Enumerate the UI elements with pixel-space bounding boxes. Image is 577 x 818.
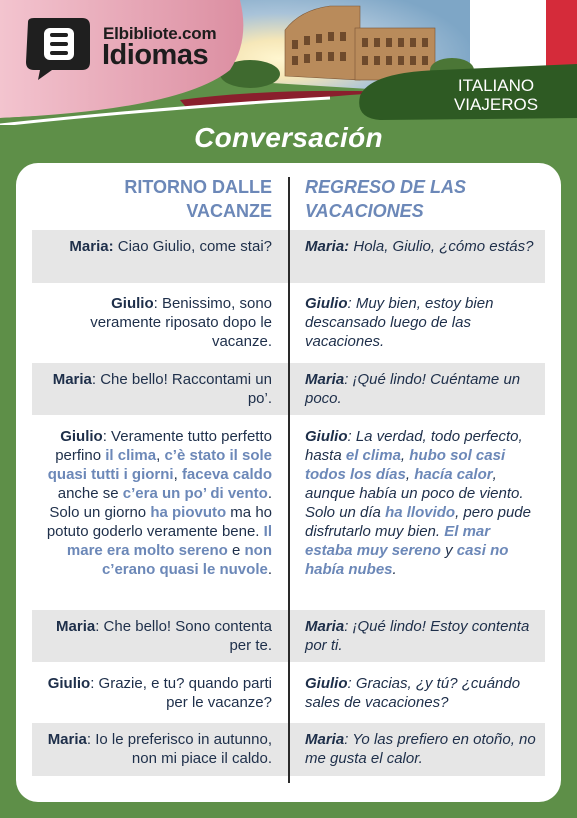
spanish-line: Maria: Hola, Giulio, ¿cómo estás? — [305, 238, 534, 255]
spanish-line: Giulio: La verdad, todo perfecto, hasta el clima, hubo sol casi todos los días, hacía calor, aunque había un poco de viento. Solo un día ha llovido, pero pude disfrutarlo muy bien. El mar estaba muy sereno y casi no había nubes. — [305, 428, 531, 578]
column-divider — [288, 177, 290, 783]
italian-line: Maria: Che bello! Sono contenta per te. — [56, 618, 272, 654]
italian-line: Maria: Io le preferisco in autunno, non mi piace il caldo. — [47, 731, 272, 767]
page-title: Conversación — [194, 122, 383, 153]
spanish-line: Maria: ¡Qué lindo! Cuéntame un poco. — [305, 371, 521, 407]
language-tag: ITALIANO — [457, 76, 535, 95]
spanish-line: Giulio: Muy bien, estoy bien descansado luego de las vacaciones. — [305, 295, 494, 350]
spanish-line: Maria: Yo las prefiero en otoño, no me gusta el calor. — [305, 731, 536, 767]
spanish-line: Giulio: Gracias, ¿y tú? ¿cuándo sales de vacaciones? — [305, 675, 521, 711]
logo-icon — [22, 18, 94, 80]
logo-site-text: Elbibliote.com — [103, 24, 217, 43]
italian-line: Maria: Che bello! Raccontami un po’. — [52, 371, 272, 407]
italian-line: Maria: Ciao Giulio, come stai? — [69, 238, 272, 255]
spanish-line: Maria: ¡Qué lindo! Estoy contenta por ti. — [305, 618, 530, 654]
italian-line: Giulio: Benissimo, sono veramente riposato dopo le vacanze. — [90, 295, 272, 350]
spanish-column-heading: REGRESO DE LAS VACACIONES — [305, 177, 467, 221]
italian-column-heading: RITORNO DALLE VACANZE — [124, 177, 272, 221]
italian-line: Giulio: Veramente tutto perfetto perfino il clima, c’è stato il sole quasi tutti i giorni, faceva caldo anche se c’era un po’ di vento. Solo un giorno ha piovuto ma ho potuto goderlo veramente bene. Il mare era molto sereno e non c’erano quasi le nuvole. — [46, 428, 272, 578]
italian-line: Giulio: Grazie, e tu? quando parti per le vacanze? — [47, 675, 272, 711]
level-tag: VIAJEROS — [453, 95, 539, 114]
logo-brand-text: Idiomas — [102, 39, 209, 71]
